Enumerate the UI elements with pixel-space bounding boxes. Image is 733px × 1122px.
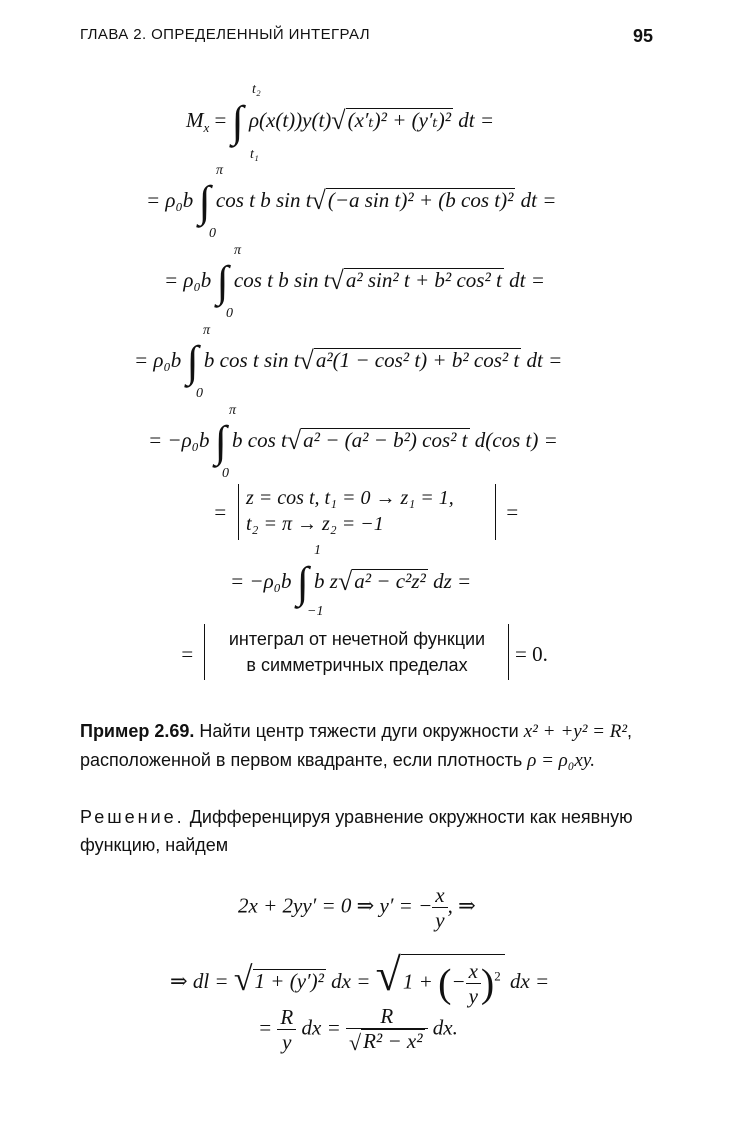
right-bar	[495, 484, 496, 540]
substitution-row-2: t₂ = π → z₂ = −1	[246, 513, 384, 535]
note-row-1: интеграл от нечетной функции	[228, 629, 486, 649]
integrand: cos t b sin t	[215, 187, 312, 212]
sqrt-sign: √	[329, 265, 344, 295]
integral-upper-limit: π	[203, 323, 211, 338]
integrand: b z	[314, 568, 338, 593]
example-text-2: , расположенной в первом квадранте, если плотность	[80, 721, 633, 770]
solution-text: Дифференцируя уравнение окружности как неявную функцию, найдем	[80, 807, 633, 855]
integral-lower-limit: t₁	[250, 147, 259, 162]
example-title: Пример 2.69.	[80, 721, 195, 741]
tail: dx =	[509, 969, 550, 993]
mid: dx =	[301, 1015, 341, 1040]
radicand: a² sin² t + b² cos² t	[345, 267, 502, 292]
integral-lower-limit: 0	[226, 306, 233, 321]
note-row-2: в симметричных пределах	[246, 655, 468, 675]
radicand: (−a sin t)² + (b cos t)²	[327, 187, 514, 212]
numerator: x	[432, 883, 447, 908]
integrand: ρ(x(t))y(t)	[248, 107, 332, 132]
integral-sign: ∫	[214, 417, 227, 466]
radicand: a² − (a² − b²) cos² t	[303, 427, 468, 452]
coefficient: = −ρ₀b	[230, 568, 292, 593]
integrand: cos t b sin t	[233, 267, 330, 292]
radicand: a² − c²z²	[354, 568, 426, 593]
fraction-2	[346, 1004, 428, 1055]
moment-subscript: x	[203, 120, 210, 135]
sqrt-sign: √	[299, 345, 314, 375]
example-math-3: ρ = ρ₀xy.	[527, 750, 595, 771]
radicand: (x′ₜ)² + (y′ₜ)²	[347, 107, 451, 132]
example-math-1: x² +	[523, 721, 556, 742]
integral-sign: ∫	[231, 97, 244, 146]
integral-sign: ∫	[216, 257, 229, 306]
equals-sign: =	[180, 642, 195, 666]
lead: ⇒ dl =	[170, 969, 229, 993]
substitution-row-1: z = cos t, t₁ = 0 → z₁ = 1,	[246, 487, 454, 509]
moment-symbol: M	[186, 107, 204, 132]
equals-sign: =	[213, 500, 228, 524]
sqrt-sign: √	[233, 961, 253, 998]
coefficient: = −ρ₀b	[148, 427, 210, 452]
integral-lower-limit: 0	[209, 226, 216, 241]
result: = 0.	[515, 642, 548, 666]
sqrt-sign: √	[331, 105, 346, 135]
integral-lower-limit: 0	[222, 466, 229, 481]
example-text-1: Найти центр тяжести дуги окружности	[199, 721, 524, 741]
example-math-2: +y² = R²	[560, 721, 628, 742]
final-equation-3	[258, 1004, 458, 1055]
sqrt-sign: √	[311, 185, 326, 215]
denominator-sqrt: √R² − x²	[349, 1029, 423, 1056]
equals-sign: =	[214, 107, 227, 132]
integral-sign: ∫	[198, 177, 211, 226]
differential: dt =	[520, 187, 557, 212]
coefficient: = ρ₀b	[146, 187, 194, 212]
tail: , ⇒	[447, 893, 476, 918]
running-header: ГЛАВА 2. ОПРЕДЕЛЕННЫЙ ИНТЕГРАЛ	[80, 26, 370, 43]
integral-sign: ∫	[186, 337, 199, 386]
integral-lower-limit: −1	[307, 604, 324, 619]
differential: d(cos t) =	[474, 427, 558, 452]
example-paragraph	[80, 717, 655, 775]
lead: =	[258, 1015, 273, 1040]
denominator: y	[435, 908, 445, 933]
integral-sign: ∫	[296, 558, 309, 607]
numerator: R	[277, 1005, 296, 1030]
differential: dz =	[433, 568, 472, 593]
expr: 2x + 2yy′ = 0 ⇒ y′ = −	[238, 893, 433, 918]
differential: dt =	[458, 107, 495, 132]
fraction	[432, 883, 447, 932]
integral-upper-limit: 1	[314, 543, 321, 558]
equals-sign: =	[505, 500, 520, 524]
sqrt-sign: √	[337, 566, 353, 596]
differential: dt =	[509, 267, 545, 292]
integral-lower-limit: 0	[196, 386, 203, 401]
integral-upper-limit: t₂	[252, 82, 261, 97]
numerator: R	[346, 1004, 428, 1029]
integrand: b cos t sin t	[203, 347, 300, 372]
solution-paragraph	[80, 803, 655, 859]
sqrt-sign-large: √	[375, 949, 401, 1000]
integral-upper-limit: π	[216, 163, 224, 178]
integral-upper-limit: π	[229, 403, 237, 418]
final-equation-1	[238, 883, 476, 932]
solution-label: Решение.	[80, 807, 185, 827]
integral-upper-limit: π	[234, 243, 242, 258]
coefficient: = ρ₀b	[164, 267, 212, 292]
tail: dx.	[432, 1015, 458, 1040]
left-bar	[204, 624, 205, 680]
coefficient: = ρ₀b	[134, 347, 182, 372]
final-equation-2	[170, 948, 549, 1008]
mid: dx =	[331, 969, 371, 993]
radicand: a²(1 − cos² t) + b² cos² t	[315, 347, 520, 372]
radicand: 1 + (y′)²	[254, 969, 324, 993]
left-bar	[238, 484, 239, 540]
integrand: b cos t	[232, 427, 287, 452]
page-number: 95	[632, 26, 653, 46]
denominator: y	[282, 1030, 292, 1055]
right-bar	[508, 624, 509, 680]
sqrt-sign: √	[286, 425, 302, 455]
differential: dt =	[526, 347, 563, 372]
denominator: y	[468, 983, 478, 1008]
radicand-large: 1 + (− $\frac{x}{y}$ )$^2$	[401, 954, 505, 1008]
fraction-1	[277, 1005, 296, 1054]
fraction	[466, 959, 481, 1008]
numerator: x	[466, 959, 481, 984]
